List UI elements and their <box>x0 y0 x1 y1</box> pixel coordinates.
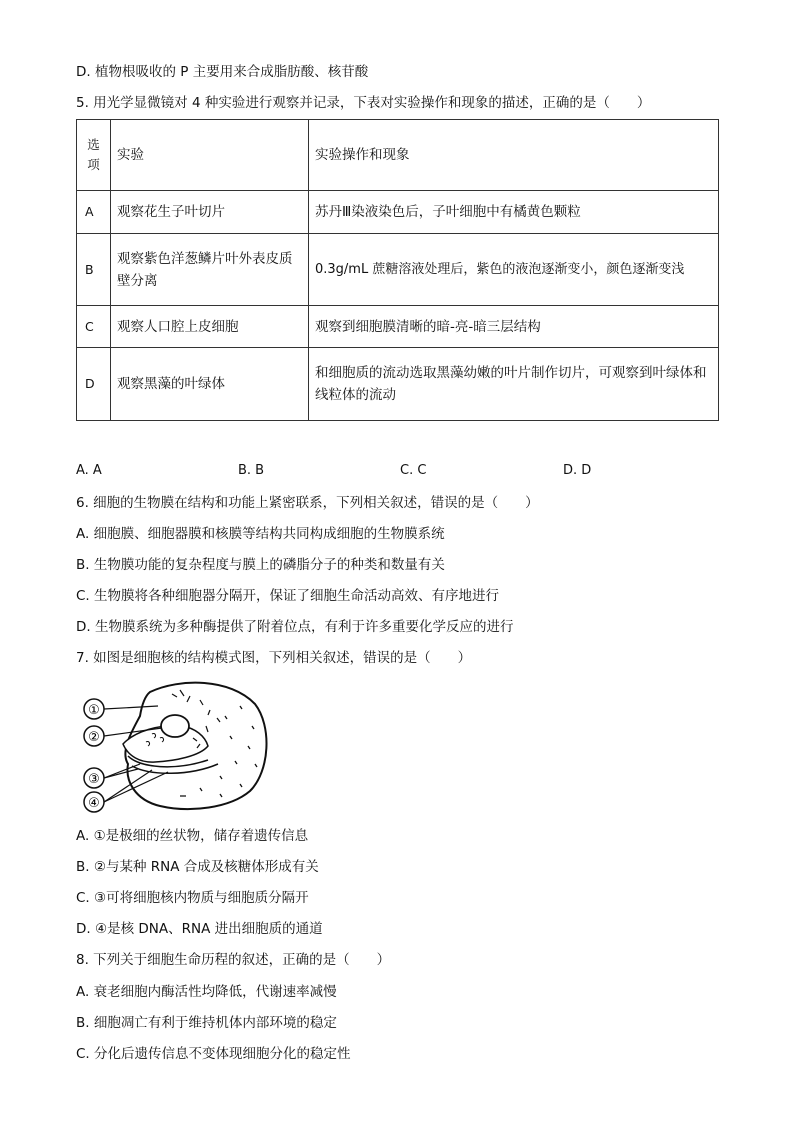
label-2: ② <box>88 730 100 745</box>
row-d-option: D <box>77 348 111 421</box>
table-row <box>77 191 719 234</box>
q6-option-a[interactable]: A. 细胞膜、细胞器膜和核膜等结构共同构成细胞的生物膜系统 <box>76 526 445 542</box>
q6-option-c[interactable]: C. 生物膜将各种细胞器分隔开，保证了细胞生命活动高效、有序地进行 <box>76 588 500 604</box>
row-a-experiment: 观察花生子叶切片 <box>111 191 309 234</box>
q5-stem: 5. 用光学显微镜对 4 种实验进行观察并记录，下表对实验操作和现象的描述，正确的是（ ） <box>76 95 651 111</box>
table-row <box>77 234 719 306</box>
table-row <box>77 348 719 421</box>
q5-choice-a[interactable]: A. A <box>76 463 102 478</box>
label-1: ① <box>88 703 100 718</box>
nucleus-diagram <box>80 676 272 814</box>
label-3: ③ <box>88 772 100 787</box>
row-b-option: B <box>77 234 111 306</box>
q6-option-b[interactable]: B. 生物膜功能的复杂程度与膜上的磷脂分子的种类和数量有关 <box>76 557 445 573</box>
header-option: 选项 <box>77 120 111 191</box>
experiment-table <box>76 119 719 421</box>
header-experiment: 实验 <box>111 120 309 191</box>
q6-stem: 6. 细胞的生物膜在结构和功能上紧密联系，下列相关叙述，错误的是（ ） <box>76 495 539 511</box>
row-c-option: C <box>77 306 111 348</box>
q7-option-b[interactable]: B. ②与某种 RNA 合成及核糖体形成有关 <box>76 859 319 875</box>
row-a-operation: 苏丹Ⅲ染液染色后，子叶细胞中有橘黄色颗粒 <box>309 191 719 234</box>
q5-choices <box>76 461 696 481</box>
q7-option-c[interactable]: C. ③可将细胞核内物质与细胞质分隔开 <box>76 890 309 906</box>
q4-option-d: D. 植物根吸收的 P 主要用来合成脂肪酸、核苷酸 <box>76 64 369 80</box>
header-operation: 实验操作和现象 <box>309 120 719 191</box>
row-d-experiment: 观察黑藻的叶绿体 <box>111 348 309 421</box>
q8-option-b[interactable]: B. 细胞凋亡有利于维持机体内部环境的稳定 <box>76 1015 337 1031</box>
row-b-experiment: 观察紫色洋葱鳞片叶外表皮质壁分离 <box>111 234 309 306</box>
q5-choice-b[interactable]: B. B <box>238 463 265 478</box>
row-d-operation: 和细胞质的流动选取黑藻幼嫩的叶片制作切片，可观察到叶绿体和线粒体的流动 <box>309 348 719 421</box>
table-row <box>77 306 719 348</box>
row-c-operation: 观察到细胞膜清晰的暗-亮-暗三层结构 <box>309 306 719 348</box>
row-c-experiment: 观察人口腔上皮细胞 <box>111 306 309 348</box>
q7-option-a[interactable]: A. ①是极细的丝状物，储存着遗传信息 <box>76 828 309 844</box>
row-a-option: A <box>77 191 111 234</box>
q8-option-c[interactable]: C. 分化后遗传信息不变体现细胞分化的稳定性 <box>76 1046 351 1062</box>
q8-option-a[interactable]: A. 衰老细胞内酶活性均降低，代谢速率减慢 <box>76 984 337 1000</box>
q6-option-d[interactable]: D. 生物膜系统为多种酶提供了附着位点，有利于许多重要化学反应的进行 <box>76 619 514 635</box>
q5-choice-c[interactable]: C. C <box>400 463 427 478</box>
q5-choice-d[interactable]: D. D <box>563 463 592 478</box>
q7-option-d[interactable]: D. ④是核 DNA、RNA 进出细胞质的通道 <box>76 921 323 937</box>
q8-stem: 8. 下列关于细胞生命历程的叙述，正确的是（ ） <box>76 952 391 968</box>
row-b-operation: 0.3g/mL 蔗糖溶液处理后，紫色的液泡逐渐变小，颜色逐渐变浅 <box>309 234 719 306</box>
label-4: ④ <box>88 796 100 811</box>
table-header-row <box>77 120 719 191</box>
q7-stem: 7. 如图是细胞核的结构模式图，下列相关叙述，错误的是（ ） <box>76 650 472 666</box>
